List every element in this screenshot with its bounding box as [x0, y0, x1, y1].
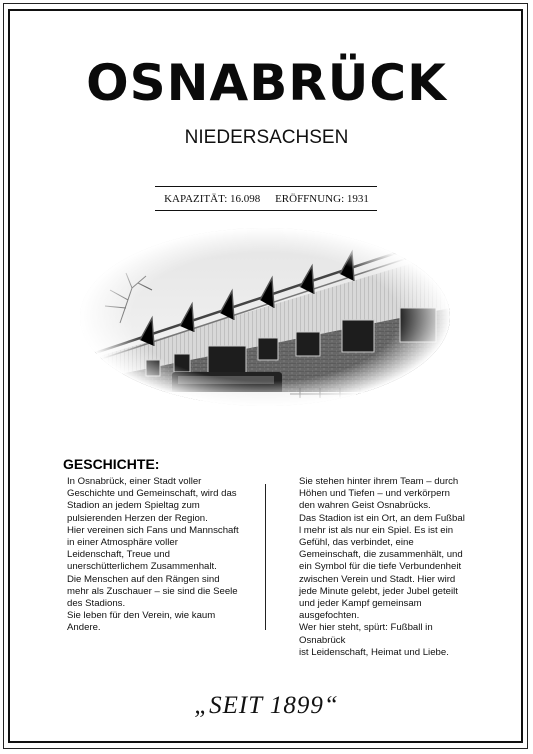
text-line: zwischen Verein und Stadt. Hier wird [299, 573, 456, 585]
stadium-photo [80, 228, 450, 406]
text-line: Hier vereinen sich Fans und Mannschaft [67, 524, 239, 536]
capacity-label: KAPAZITÄT: 16.098 [164, 193, 261, 205]
text-line: des Stadions. [67, 598, 126, 610]
text-line: Die Menschen auf den Rängen sind [67, 573, 220, 585]
text-line: und jeder Kampf gemeinsam ausgefochten. [299, 598, 422, 622]
text-line: Andere. [67, 622, 101, 634]
text-line: in einer Atmosphäre voller [67, 537, 178, 549]
history-left-column [67, 476, 247, 635]
text-line: jede Minute gelebt, jeder Jubel geteilt [299, 585, 458, 597]
text-line: Sie leben für den Verein, wie kaum [67, 610, 216, 622]
stadium-info [0, 193, 533, 205]
history-right-column [299, 476, 481, 659]
text-line: ein Symbol für die tiefe Verbundenheit [299, 561, 462, 573]
text-line: l mehr ist als nur ein Spiel. Es ist ein [299, 524, 454, 536]
text-line: ist Leidenschaft, Heimat und Liebe. [299, 646, 449, 658]
history-heading: GESCHICHTE: [63, 456, 160, 472]
region-subtitle: NIEDERSACHSEN [184, 127, 349, 148]
city-title: OSNABRÜCK [86, 54, 447, 112]
info-bottom-rule [155, 210, 377, 211]
column-divider [265, 484, 266, 630]
opening-label: ERÖFFNUNG: 1931 [275, 193, 369, 205]
text-line: Höhen und Tiefen – und verkörpern [299, 488, 450, 500]
text-line: den wahren Geist Osnabrücks. [299, 500, 431, 512]
text-line: Leidenschaft, Treue und [67, 549, 170, 561]
text-line: Gefühl, das verbindet, eine [299, 537, 414, 549]
text-line: Geschichte und Gemeinschaft, wird das [67, 488, 237, 500]
text-line: pulsierenden Herzen der Region. [67, 512, 208, 524]
text-line: Gemeinschaft, die zusammenhält, und [299, 549, 463, 561]
text-line: mehr als Zuschauer – sie sind die Seele [67, 585, 238, 597]
text-line: unerschütterlichem Zusammenhalt. [67, 561, 217, 573]
text-line: In Osnabrück, einer Stadt voller [67, 476, 202, 487]
info-top-rule [155, 186, 377, 187]
text-line: Sie stehen hinter ihrem Team – durch [299, 476, 459, 487]
founding-motto: „SEIT 1899“ [194, 692, 339, 719]
text-line: Das Stadion ist ein Ort, an dem Fußbal [299, 512, 465, 524]
text-line: Stadion an jedem Spieltag zum [67, 500, 200, 512]
text-line: Wer hier steht, spürt: Fußball in Osnabrück [299, 622, 433, 646]
